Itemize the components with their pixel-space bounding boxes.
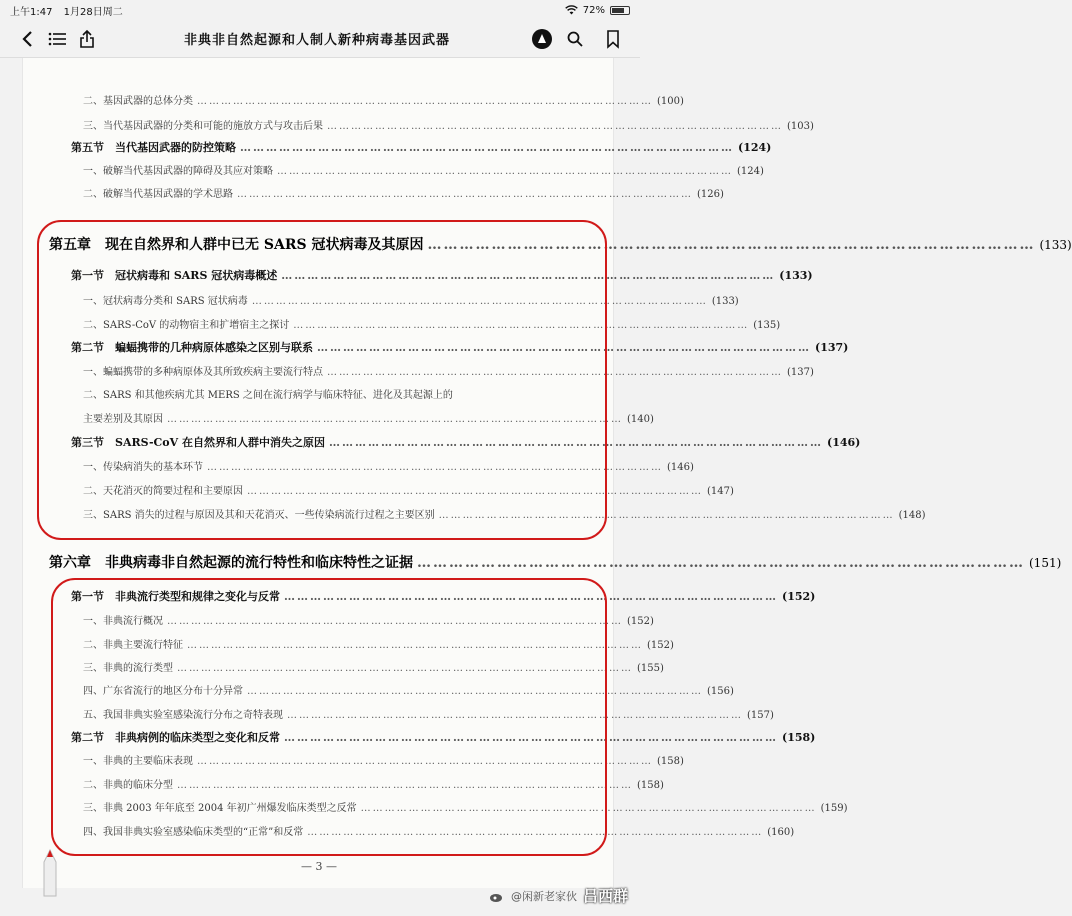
toc-entry[interactable] [83,117,814,132]
battery-icon [610,6,630,15]
weibo-icon [489,889,505,903]
toc-title: 三、当代基因武器的分类和可能的施放方式与攻击后果 [83,121,323,132]
toc-page-number: (135) [753,320,781,331]
toc-page-number: (148) [898,510,926,521]
toc-title: 一、蝙蝠携带的多种病原体及其所致疾病主要流行特点 [83,367,323,378]
toc-leader-dots: …………………………………………………………………………………………………… [167,414,623,425]
share-icon [79,30,95,48]
toc-leader-dots: …………………………………………………………………………………………………… [438,510,895,521]
pen-nib-icon [536,33,548,45]
toc-leader-dots: …………………………………………………………………………………………………… [327,121,783,132]
toc-title: 一、非典流行概况 [83,616,163,627]
bookmark-button[interactable] [598,24,628,54]
toc-leader-dots: …………………………………………………………………………………………………… [287,710,743,721]
toc-page-number: (100) [657,96,684,107]
toc-title: 五、我国非典实验室感染流行分布之奇特表现 [83,710,283,721]
toc-title: 二、破解当代基因武器的学术思路 [83,189,233,200]
toc-leader-dots: …………………………………………………………………………………………………… [247,486,703,497]
toc-leader-dots: …………………………………………………………………………………………………… [293,320,750,331]
toc-page-number: (159) [820,803,848,814]
search-icon [567,31,583,47]
toc-page-number: (158) [637,780,664,791]
toc-title: 二、SARS-CoV 的动物宿主和扩增宿主之探讨 [83,320,290,331]
battery-percent: 72% [582,4,605,16]
toc-leader-dots: …………………………………………………………………………………………………… [284,590,778,603]
toc-leader-dots: …………………………………………………………………………………………………… [284,731,778,744]
toc-leader-dots: …………………………………………………………………………………………………… [167,616,623,627]
toc-page-number: (146) [827,436,861,449]
toc-page-number: (133) [1039,238,1072,252]
toc-leader-dots: …………………………………………………………………………………………………… [240,141,734,154]
status-bar [0,0,640,20]
toc-page-number: (155) [637,663,664,674]
toc-leader-dots: …………………………………………………………………………………………………… [281,269,776,282]
toc-title: 第六章 非典病毒非自然起源的流行特性和临床特性之证据 [49,555,413,571]
status-time: 上午1:47 [10,6,53,18]
toc-title: 一、非典的主要临床表现 [83,756,193,767]
toc-title: 主要差别及其原因 [83,414,163,425]
pencil-icon[interactable] [40,848,60,898]
toc-page-number: (157) [747,710,774,721]
toc-title: 二、非典主要流行特征 [83,640,183,651]
toc-leader-dots: …………………………………………………………………………………………………… [237,189,693,200]
document-page[interactable] [22,58,1072,888]
toc-leader-dots: …………………………………………………………………………………………………… [329,436,823,449]
toc-title: 第二节 非典病例的临床类型之变化和反常 [71,731,280,744]
toc-leader-dots: …………………………………………………………………………………………………… [277,166,733,177]
toc-page-number: (151) [1029,556,1062,570]
toc-page-number: (158) [782,731,816,744]
toc-page-number: (137) [787,367,814,378]
toc-page-number: (152) [782,590,816,603]
toc-page-number: (133) [711,296,739,307]
toc-section[interactable] [71,139,772,155]
toc-leader-dots: …………………………………………………………………………………………………… [317,341,811,354]
toc-leader-dots: …………………………………………………………………………………………………… [177,780,633,791]
toc-leader-dots: …………………………………………………………………………………………………… [360,803,817,814]
battery-fill [612,8,624,13]
toc-page-number: (133) [779,269,813,282]
toc-title: 第五章 现在自然界和人群中已无 SARS 冠状病毒及其原因 [49,237,424,253]
toc-title: 一、破解当代基因武器的障碍及其应对策略 [83,166,273,177]
toc-leader-dots: …………………………………………………………………………………………………… [177,663,633,674]
toc-title: 三、非典的流行类型 [83,663,173,674]
toc-title: 二、基因武器的总体分类 [83,96,193,107]
toc-chapter[interactable] [49,552,1062,572]
toc-title: 四、我国非典实验室感染临床类型的“正常”和反常 [83,827,304,838]
nav-bar [0,20,640,58]
toc-leader-dots: …………………………………………………………………………………………………… [207,462,663,473]
share-button[interactable] [72,24,102,54]
toc-page-number: (160) [767,827,795,838]
toc-page-number: (126) [697,189,724,200]
page-number: — 3 — [301,860,337,873]
toc-page-number: (137) [815,341,849,354]
toc-title: 三、非典 2003 年年底至 2004 年初广州爆发临床类型之反常 [83,803,357,814]
status-left [10,3,131,18]
toc-title: 二、天花消灭的简要过程和主要原因 [83,486,243,497]
toc-leader-dots: …………………………………………………………………………………………………… [187,640,643,651]
markup-button[interactable] [532,29,552,49]
toc-page-number: (146) [667,462,694,473]
nav-right [532,24,628,54]
toc-leader-dots: …………………………………………………………………………………………………… [427,237,1036,253]
toc-title: 第三节 SARS-CoV 在自然界和人群中消失之原因 [71,436,325,449]
toc-leader-dots: …………………………………………………………………………………………………… [197,96,653,107]
toc-page-number: (158) [657,756,684,767]
toc-title: 二、SARS 和其他疾病尤其 MERS 之间在流行病学与临床特征、进化及其起源上的 [83,390,453,401]
list-icon [48,32,66,46]
toc-title: 二、非典的临床分型 [83,780,173,791]
toc-title: 第一节 冠状病毒和 SARS 冠状病毒概述 [71,269,278,282]
toc-leader-dots: …………………………………………………………………………………………………… [327,367,783,378]
toc-leader-dots: …………………………………………………………………………………………………… [247,686,703,697]
toc-entry[interactable] [83,185,724,200]
status-date: 1月28日周二 [63,6,123,18]
back-button[interactable] [12,24,42,54]
annotation-circle-chapter-5 [37,220,607,540]
search-button[interactable] [560,24,590,54]
chevron-left-icon [21,30,33,48]
toc-page-number: (147) [707,486,734,497]
watermark-handle: @闲新老家伙 [510,889,577,903]
toc-page-number: (140) [627,414,654,425]
toc-page-number: (152) [627,616,654,627]
bookmark-icon [606,30,620,48]
list-button[interactable] [42,24,72,54]
toc-page-number: (152) [647,640,674,651]
toc-title: 一、传染病消失的基本环节 [83,462,203,473]
document-title: 非典非自然起源和人制人新种病毒基因武器 [183,33,450,48]
toc-page-number: (124) [738,141,772,154]
toc-page-number: (156) [707,686,734,697]
toc-page-number: (124) [737,166,764,177]
toc-title: 第二节 蝙蝠携带的几种病原体感染之区别与联系 [71,341,313,354]
toc-leader-dots: …………………………………………………………………………………………………… [417,555,1025,571]
toc-leader-dots: …………………………………………………………………………………………………… [307,827,764,838]
toc-page-number: (103) [787,121,814,132]
toc-entry[interactable] [83,162,764,177]
toc-title: 三、SARS 消失的过程与原因及其和天花消灭、一些传染病流行过程之主要区别 [83,510,435,521]
annotation-circle-chapter-6 [51,578,607,856]
watermark [489,885,628,906]
wifi-icon [565,5,578,15]
toc-leader-dots: …………………………………………………………………………………………………… [251,296,708,307]
toc-title: 第一节 非典流行类型和规律之变化与反常 [71,590,280,603]
toc-leader-dots: …………………………………………………………………………………………………… [197,756,653,767]
toc-title: 第五节 当代基因武器的防控策略 [71,141,236,154]
toc-title: 四、广东省流行的地区分布十分异常 [83,686,243,697]
status-right [565,5,630,16]
toc-entry[interactable] [83,92,684,107]
watermark-name: 吕西群 [582,887,628,905]
toc-title: 一、冠状病毒分类和 SARS 冠状病毒 [83,296,248,307]
